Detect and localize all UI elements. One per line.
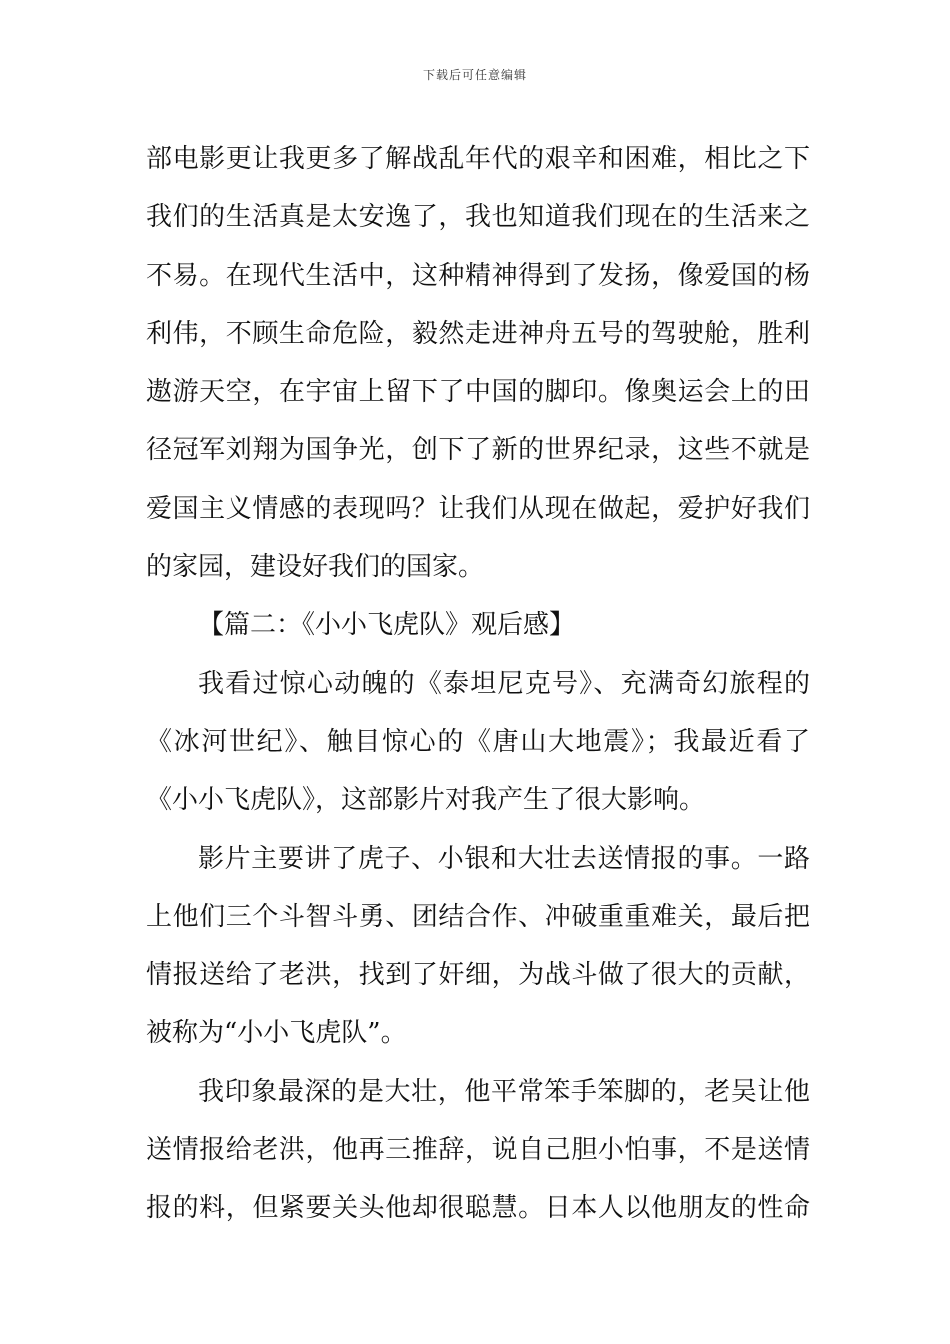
text-line: 报的料，但紧要关头他却很聪慧。日本人以他朋友的性命 [146,1193,810,1224]
text-line: 我们的生活真是太安逸了，我也知道我们现在的生活来之 [146,202,810,233]
text-line: 部电影更让我更多了解战乱年代的艰辛和困难，相比之下 [146,144,810,174]
text-line: 情报送给了老洪，找到了奸细，为战斗做了很大的贡献， [146,960,810,991]
text-line: 爱国主义情感的表现吗？让我们从现在做起，爱护好我们 [146,493,810,524]
text-line: 送情报给老洪，他再三推辞，说自己胆小怕事，不是送情 [146,1135,810,1166]
text-line: 径冠军刘翔为国争光，创下了新的世界纪录，这些不就是 [146,435,810,466]
text-line: 影片主要讲了虎子、小银和大壮去送情报的事。一路 [198,843,810,874]
text-line: 被称为“小小飞虎队”。 [146,1018,407,1049]
header-note: 下载后可任意编辑 [422,68,527,82]
text-line: 我印象最深的是大壮，他平常笨手笨脚的，老吴让他 [198,1076,810,1107]
text-line: 利伟，不顾生命危险，毅然走进神舟五号的驾驶舱，胜利 [146,318,810,349]
text-line: 的家园，建设好我们的国家。 [146,552,485,583]
body-text [146,130,810,1238]
text-line: 我看过惊心动魄的《泰坦尼克号》、充满奇幻旅程的 [198,668,810,699]
text-line: 不易。在现代生活中，这种精神得到了发扬，像爱国的杨 [146,260,810,291]
section-heading: 【篇二：《小小飞虎队》观后感】 [198,610,576,641]
text-line: 《小小飞虎队》，这部影片对我产生了很大影响。 [146,785,706,816]
text-line: 《冰河世纪》、触目惊心的《唐山大地震》；我最近看了 [146,726,810,757]
text-line: 上他们三个斗智斗勇、团结合作、冲破重重难关，最后把 [146,901,810,932]
text-line: 遨游天空，在宇宙上留下了中国的脚印。像奥运会上的田 [146,377,810,408]
